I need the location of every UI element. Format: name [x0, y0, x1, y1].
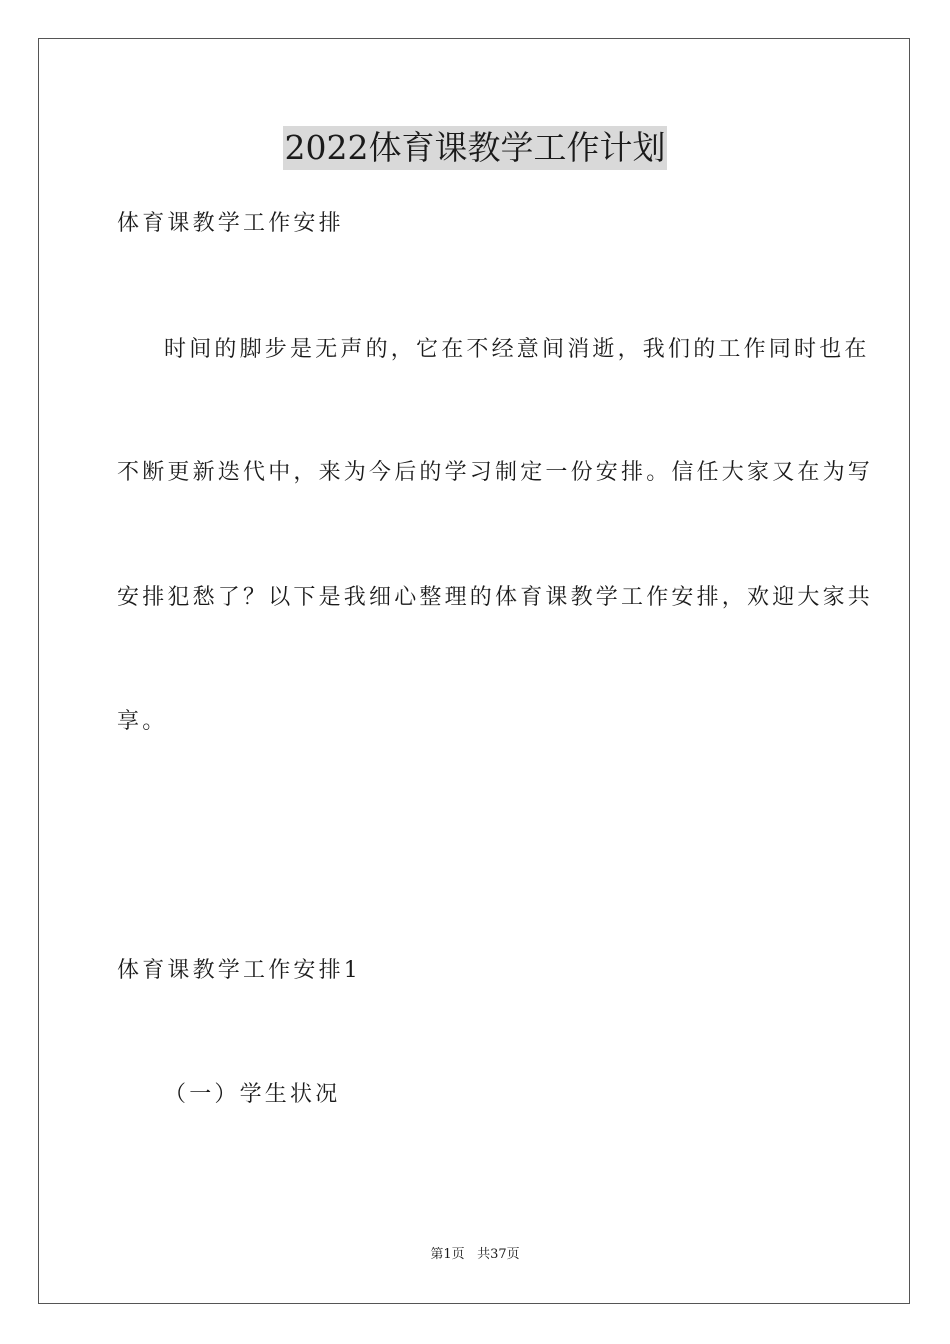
page-footer [0, 1246, 950, 1264]
document-subtitle: 体育课教学工作安排 [117, 211, 344, 236]
page-number-current: 第1页 [430, 1247, 465, 1262]
paragraph-line-3: 安排犯愁了？以下是我细心整理的体育课教学工作安排，欢迎大家共 [117, 585, 874, 610]
document-title: 2022体育课教学工作计划 [283, 126, 668, 170]
paragraph-line-1: 时间的脚步是无声的，它在不经意间消逝，我们的工作同时也在 [164, 337, 870, 362]
sub-heading: （一）学生状况 [164, 1082, 341, 1107]
section-heading: 体育课教学工作安排1 [117, 958, 361, 983]
page-number-total: 共37页 [477, 1247, 520, 1262]
paragraph-line-4: 享。 [117, 709, 168, 734]
paragraph-line-2: 不断更新迭代中，来为今后的学习制定一份安排。信任大家又在为写 [117, 460, 874, 485]
title-container [0, 126, 950, 170]
